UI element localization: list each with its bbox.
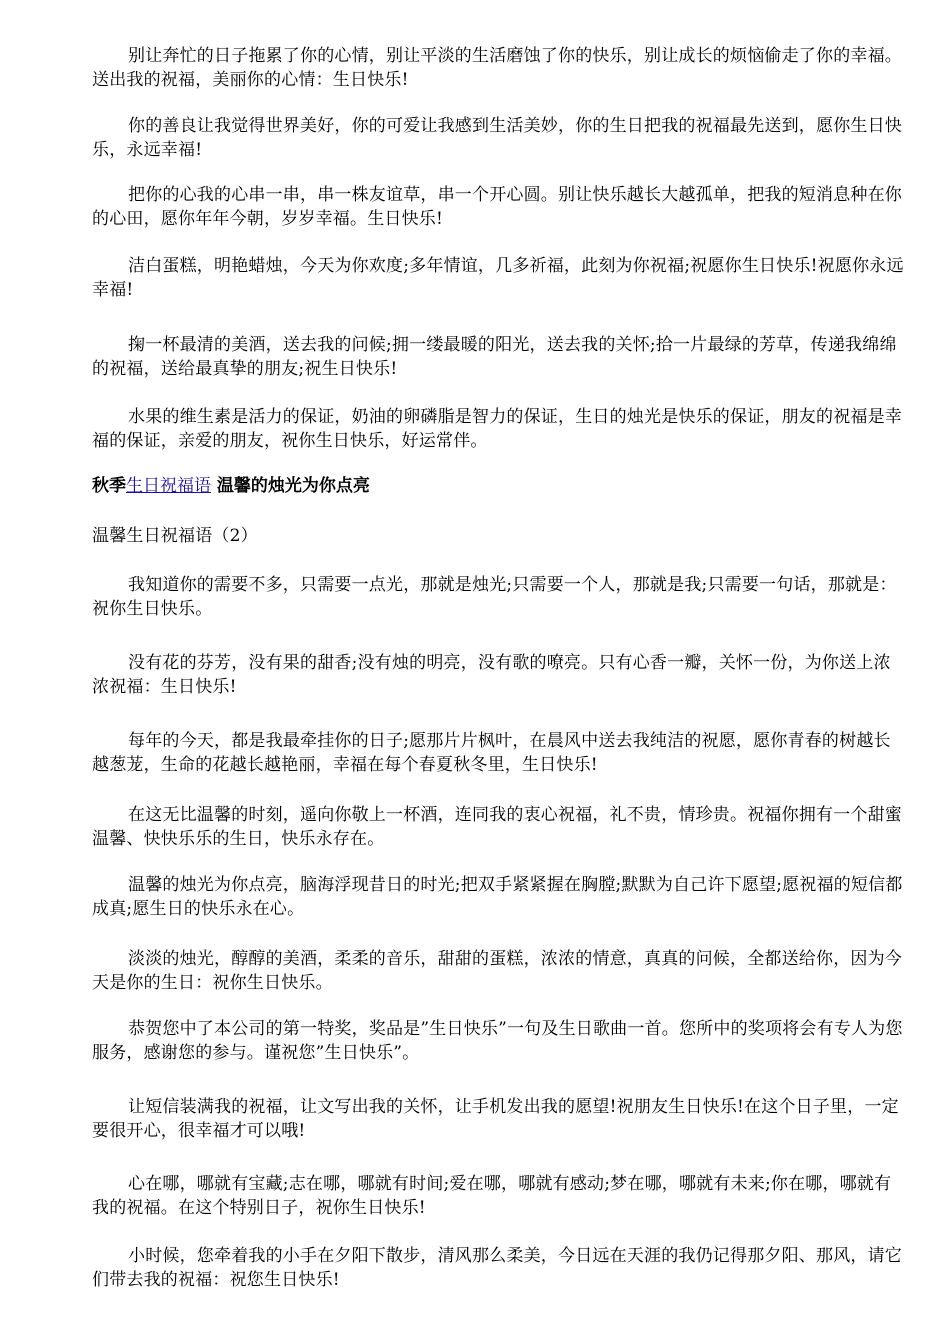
paragraph-8: 没有花的芬芳，没有果的甜香;没有烛的明亮，没有歌的嘹亮。只有心香一瓣，关怀一份，为你送上浓浓祝福：生日快乐! <box>92 653 891 697</box>
birthday-wishes-link[interactable]: 生日祝福语 <box>126 476 211 496</box>
paragraph-4: 洁白蛋糕，明艳蜡烛，今天为你欢度;多年情谊，几多祈福，此刻为你祝福;祝愿你生日快乐!祝愿你永远幸福! <box>92 256 904 300</box>
heading-prefix: 秋季 <box>92 476 126 496</box>
heading-suffix: 温馨的烛光为你点亮 <box>211 476 370 496</box>
section-heading <box>92 474 907 498</box>
paragraph-3: 把你的心我的心串一串，串一株友谊草，串一个开心圆。别让快乐越长大越孤单，把我的短消息种在你的心田，愿你年年今朝，岁岁幸福。生日快乐! <box>92 185 902 229</box>
paragraph-2: 你的善良让我觉得世界美好，你的可爱让我感到生活美妙，你的生日把我的祝福最先送到，愿你生日快乐，永远幸福! <box>92 116 902 160</box>
paragraph-10: 在这无比温馨的时刻，遥向你敬上一杯酒，连同我的衷心祝福，礼不贵，情珍贵。祝福你拥有一个甜蜜温馨、快快乐乐的生日，快乐永存在。 <box>92 805 902 849</box>
paragraph-14: 让短信装满我的祝福，让文写出我的关怀，让手机发出我的愿望!祝朋友生日快乐!在这个日子里，一定要很开心，很幸福才可以哦! <box>92 1097 899 1141</box>
paragraph-11: 温馨的烛光为你点亮，脑海浮现昔日的时光;把双手紧紧握在胸膛;默默为自己许下愿望;愿祝福的短信都成真;愿生日的快乐永在心。 <box>92 875 903 919</box>
paragraph-1: 别让奔忙的日子拖累了你的心情，别让平淡的生活磨蚀了你的快乐，别让成长的烦恼偷走了你的幸福。送出我的祝福，美丽你的心情：生日快乐! <box>92 46 902 90</box>
subheading: 温馨生日祝福语（2） <box>92 526 258 546</box>
paragraph-13: 恭贺您中了本公司的第一特奖，奖品是”生日快乐”一句及生日歌曲一首。您所中的奖项将会有专人为您服务，感谢您的参与。谨祝您”生日快乐”。 <box>92 1019 903 1063</box>
paragraph-5: 掬一杯最清的美酒，送去我的问候;拥一缕最暖的阳光，送去我的关怀;拾一片最绿的芳草，传递我绵绵的祝福，送给最真挚的朋友;祝生日快乐! <box>92 335 897 379</box>
paragraph-12: 淡淡的烛光，醇醇的美酒，柔柔的音乐，甜甜的蛋糕，浓浓的情意，真真的问候，全都送给你，因为今天是你的生日：祝你生日快乐。 <box>92 949 902 993</box>
paragraph-6: 水果的维生素是活力的保证，奶油的卵磷脂是智力的保证，生日的烛光是快乐的保证，朋友的祝福是幸福的保证，亲爱的朋友，祝你生日快乐，好运常伴。 <box>92 407 902 451</box>
paragraph-9: 每年的今天，都是我最牵挂你的日子;愿那片片枫叶，在晨风中送去我纯洁的祝愿，愿你青春的树越长越葱茏，生命的花越长越艳丽，幸福在每个春夏秋冬里，生日快乐! <box>92 731 891 775</box>
paragraph-7: 我知道你的需要不多，只需要一点光，那就是烛光;只需要一个人，那就是我;只需要一句话，那就是：祝你生日快乐。 <box>92 575 897 619</box>
paragraph-16: 小时候，您牵着我的小手在夕阳下散步，清风那么柔美，今日远在天涯的我仍记得那夕阳、那风，请它们带去我的祝福：祝您生日快乐! <box>92 1246 902 1290</box>
paragraph-15: 心在哪，哪就有宝藏;志在哪，哪就有时间;爱在哪，哪就有感动;梦在哪，哪就有未来;你在哪，哪就有我的祝福。在这个特别日子，祝你生日快乐! <box>92 1174 892 1218</box>
